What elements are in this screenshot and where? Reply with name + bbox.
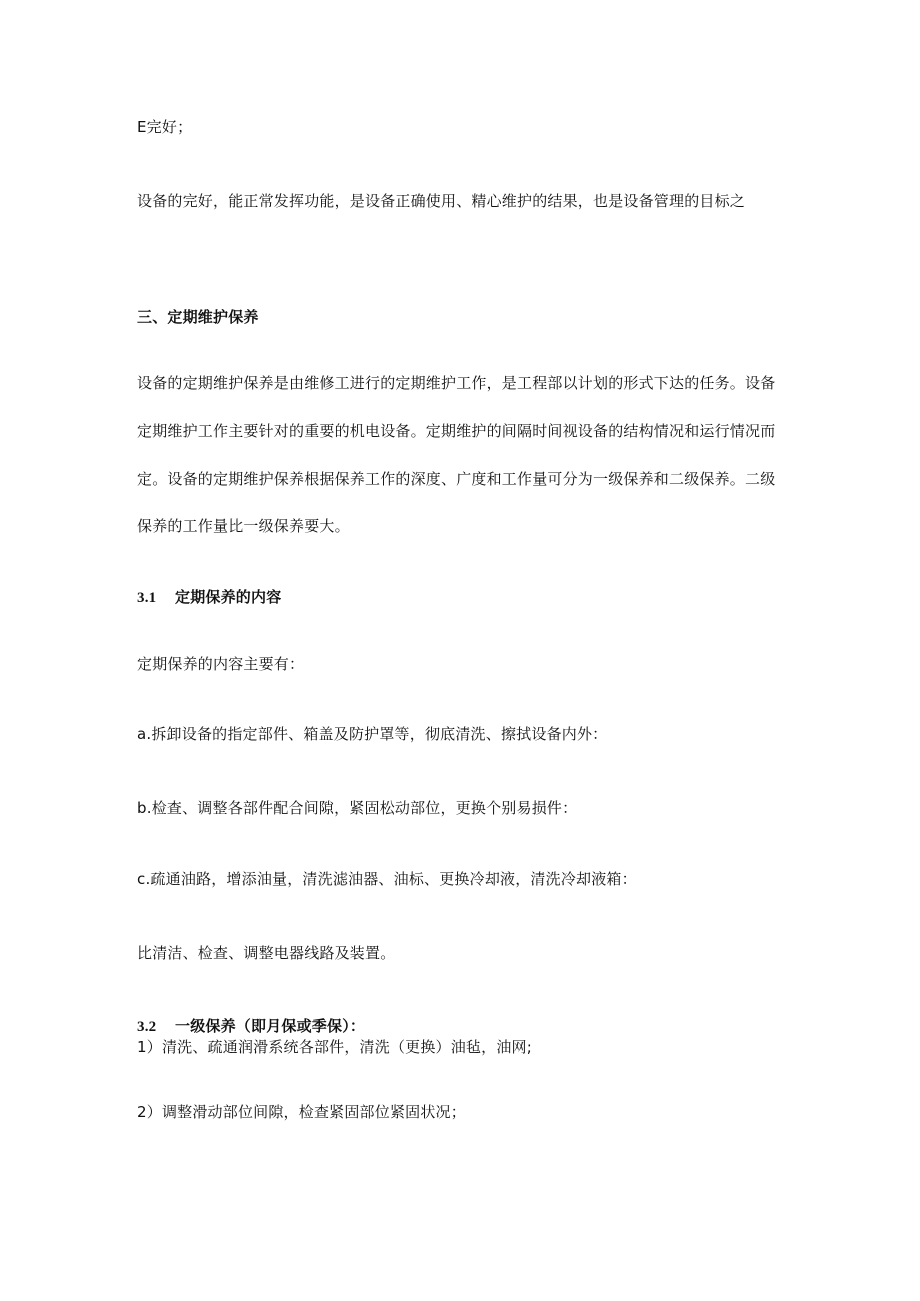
section-title: 一级保养（即月保或季保）： <box>175 1017 366 1035</box>
section-title: 定期保养的内容 <box>175 588 282 606</box>
section-3-paragraph-line: 定期维护工作主要针对的重要的机电设备。定期维护的间隔时间视设备的结构情况和运行情况而 <box>137 422 776 440</box>
list-item: 1）清洗、疏通润滑系统各部件，清洗（更换）油毡，油网; <box>137 1038 532 1056</box>
section-number: 3.2 <box>137 1019 157 1035</box>
section-3-paragraph-line: 保养的工作量比一级保养要大。 <box>137 517 350 535</box>
intro-paragraph: 设备的完好，能正常发挥功能，是设备正确使用、精心维护的结果，也是设备管理的目标之 <box>137 192 746 210</box>
list-item: 比清洁、检查、调整电器线路及装置。 <box>137 944 396 962</box>
section-3-paragraph-line: 定。设备的定期维护保养根据保养工作的深度、广度和工作量可分为一级保养和二级保养。二级 <box>137 470 776 488</box>
section-3-1-heading <box>137 587 281 608</box>
list-item: c.疏通油路，增添油量，清洗滤油器、油标、更换冷却液，清洗冷却液箱： <box>137 870 637 888</box>
list-item: b.检查、调整各部件配合间隙，紧固松动部位，更换个别易损件： <box>137 799 578 817</box>
section-number: 3.1 <box>137 590 157 606</box>
section-3-1-intro: 定期保养的内容主要有： <box>137 655 305 673</box>
section-3-heading: 三、定期维护保养 <box>137 308 259 326</box>
item-e-complete: E完好； <box>137 118 193 136</box>
list-item: 2）调整滑动部位间隙，检查紧固部位紧固状况； <box>137 1103 466 1121</box>
list-item: a.拆卸设备的指定部件、箱盖及防护罩等，彻底清洗、擦拭设备内外： <box>137 725 608 743</box>
section-3-2-heading <box>137 1016 365 1037</box>
section-3-paragraph-line: 设备的定期维护保养是由维修工进行的定期维护工作，是工程部以计划的形式下达的任务。设备 <box>137 374 776 392</box>
